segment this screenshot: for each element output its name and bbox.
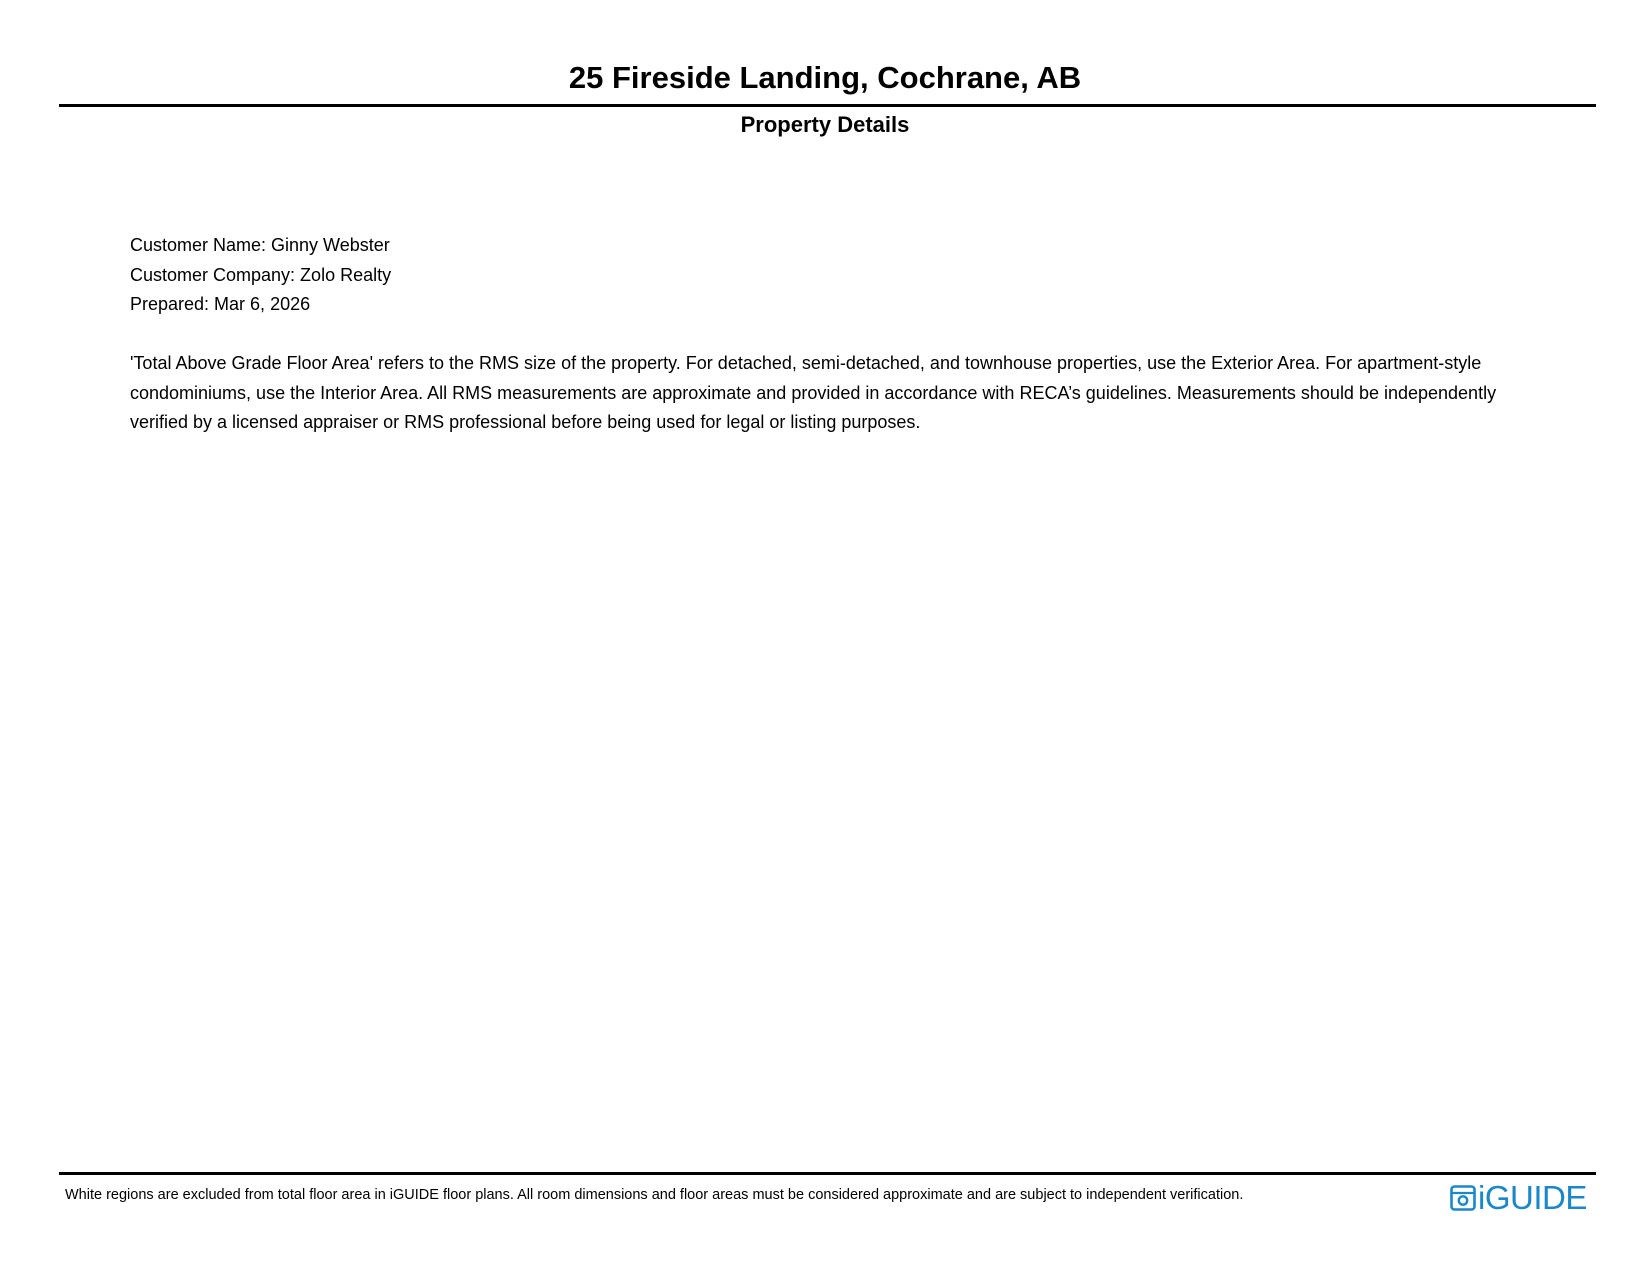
iguide-logo [1450,1180,1587,1216]
page-title: 25 Fireside Landing, Cochrane, AB [568,60,1082,95]
footer-disclaimer: White regions are excluded from total floor area in iGUIDE floor plans. All room dimensions and floor areas must be considered approximate and are subject to independent verification. [65,1187,1244,1203]
header-divider [59,104,1596,107]
section-title: Property Details [740,112,910,137]
customer-details [130,231,1550,320]
floor-area-note: 'Total Above Grade Floor Area' refers to the RMS size of the property. For detached, semi-detached, and townhouse properties, use the Exterior Area. For apartment-style condominiums, use the Interior Area. All RMS measurements are approximate and provided in accordance with RECA’s guidelines. Measurements should be independently verified by a licensed appraiser or RMS professional before being used for legal or listing purposes. [130,353,1497,432]
footer-divider [59,1172,1596,1175]
prepared-date: Prepared: Mar 6, 2026 [130,294,311,314]
logo-wordmark: iGUIDE [1478,1179,1587,1216]
customer-name: Customer Name: Ginny Webster [130,235,390,255]
camera-icon [1450,1185,1476,1211]
customer-company: Customer Company: Zolo Realty [130,264,392,285]
